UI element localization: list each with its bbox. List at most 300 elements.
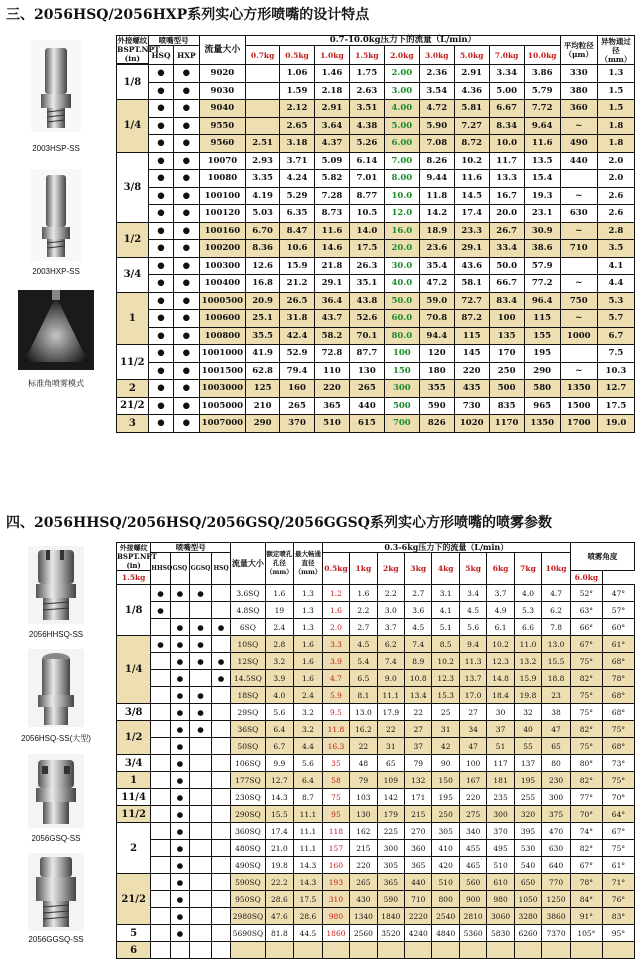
- param-value: 4.5: [405, 619, 432, 636]
- model-dot: [190, 908, 212, 925]
- model-dot: ●: [151, 602, 170, 619]
- flow-size-cell: 100200: [199, 240, 246, 258]
- flow-value: 47.2: [419, 275, 454, 293]
- param-value: 1.6: [350, 585, 377, 602]
- flow-value: 435: [454, 380, 489, 398]
- param-value: 6.4: [294, 772, 323, 789]
- table-row: [117, 908, 635, 925]
- param-value: 16.2: [350, 721, 377, 738]
- flow-value: 15.4: [524, 170, 560, 188]
- param-value: 1.3: [294, 602, 323, 619]
- model-dot: [190, 738, 212, 755]
- flow-value: 58.1: [454, 275, 489, 293]
- table-row: [117, 653, 635, 670]
- flow-value: 440: [349, 397, 384, 415]
- param-value: 5830: [487, 925, 514, 942]
- table-row: [117, 840, 635, 857]
- angle-value: 67°: [570, 857, 602, 874]
- passage-cell: 17.5: [597, 397, 634, 415]
- flow-value: 80.0: [384, 327, 419, 345]
- param-value: 48: [350, 755, 377, 772]
- design-features-table: [116, 35, 635, 433]
- param-value: 150: [432, 772, 459, 789]
- table-row: [117, 100, 635, 118]
- hxp-dot: ●: [174, 257, 199, 275]
- passage-cell: 1.3: [597, 65, 634, 83]
- angle-value: 71°: [602, 874, 634, 891]
- param-value: 18.8: [542, 670, 571, 687]
- param-value: 11.1: [377, 687, 404, 704]
- param-value: 360: [405, 840, 432, 857]
- header-flow-group: 0.7-10.0kg压力下的流量（L/min）: [246, 36, 561, 46]
- flow-value: 1350: [524, 415, 560, 433]
- param-value: 142: [377, 789, 404, 806]
- flow-value: 50.0: [489, 257, 524, 275]
- param-value: 10.2: [432, 653, 459, 670]
- thread-cell: 1/2: [117, 222, 149, 257]
- model-dot: ●: [190, 636, 212, 653]
- param-value: 17.5: [294, 891, 323, 908]
- param-value: 3.2: [294, 721, 323, 738]
- param-value: [265, 942, 294, 959]
- param-value: 12.3: [487, 653, 514, 670]
- param-value: 81.8: [265, 925, 294, 942]
- flow-value: 145: [454, 345, 489, 363]
- param-value: 2.8: [265, 636, 294, 653]
- param-value: 100: [459, 755, 486, 772]
- flow-value: 300: [384, 380, 419, 398]
- flow-value: 10.2: [454, 152, 489, 170]
- avg-particle-cell: 710: [560, 240, 597, 258]
- flow-value: 10.6: [280, 240, 315, 258]
- flow-value: 5.81: [454, 100, 489, 118]
- angle-value: 75°: [602, 721, 634, 738]
- flow-value: 59.0: [419, 292, 454, 310]
- param-value: 19.8: [514, 687, 541, 704]
- param-value: 30: [487, 704, 514, 721]
- model-dot: ●: [170, 823, 189, 840]
- param-value: 510: [487, 857, 514, 874]
- flow-value: 3.71: [280, 152, 315, 170]
- param-value: 11.8: [322, 721, 349, 738]
- param-value: 28.6: [294, 908, 323, 925]
- nozzle-image-column-1: [2, 40, 110, 389]
- avg-particle-cell: 1700: [560, 415, 597, 433]
- angle-value: 70°: [602, 789, 634, 806]
- param-value: 630: [542, 840, 571, 857]
- flow-value: 2.93: [246, 152, 280, 170]
- header-hxp: HXP: [174, 46, 199, 65]
- angle-value: 75°: [570, 738, 602, 755]
- model-dot: [211, 636, 230, 653]
- passage-cell: 2.6: [597, 205, 634, 223]
- flow-value: 7.00: [384, 152, 419, 170]
- flow-value: 180: [419, 362, 454, 380]
- avg-particle-cell: ~: [560, 117, 597, 135]
- flow-value: 18.9: [419, 222, 454, 240]
- flow-value: 3.54: [419, 82, 454, 100]
- flow-value: 10.0: [489, 135, 524, 153]
- param-value: 11.1: [294, 806, 323, 823]
- param-value: 6.6: [514, 619, 541, 636]
- flow-value: 72.8: [314, 345, 349, 363]
- passage-cell: 5.7: [597, 310, 634, 328]
- model-dot: [190, 823, 212, 840]
- flow-value: 23.3: [454, 222, 489, 240]
- header-model: 喷嘴型号: [148, 36, 199, 46]
- param-value: 215: [405, 806, 432, 823]
- param-value: 11.1: [294, 840, 323, 857]
- flow-value: 29.1: [454, 240, 489, 258]
- param-value: 7.4: [405, 636, 432, 653]
- hsq-dot: ●: [148, 82, 173, 100]
- param-value: 2220: [405, 908, 432, 925]
- avg-particle-cell: 1350: [560, 380, 597, 398]
- flow-value: 8.26: [419, 152, 454, 170]
- table-row: [117, 205, 635, 223]
- flow-value: 43.8: [349, 292, 384, 310]
- param-value: 118: [322, 823, 349, 840]
- flow-value: 26.7: [489, 222, 524, 240]
- flow-size-cell: 9030: [199, 82, 246, 100]
- param-value: 8.9: [405, 653, 432, 670]
- param-value: 300: [377, 840, 404, 857]
- avg-particle-cell: ~: [560, 362, 597, 380]
- avg-particle-cell: [560, 257, 597, 275]
- flow-value: 30.9: [524, 222, 560, 240]
- nozzle-2056ggsq-image: [28, 853, 84, 931]
- flow-size-cell: 9550: [199, 117, 246, 135]
- thread-cell: 5: [117, 925, 151, 942]
- flow-value: 23.6: [419, 240, 454, 258]
- param-value: 530: [514, 840, 541, 857]
- param-value: 12.7: [265, 772, 294, 789]
- flow-value: 20.0: [384, 240, 419, 258]
- flow-value: 365: [314, 397, 349, 415]
- flow-value: 355: [419, 380, 454, 398]
- flow-value: 38.6: [524, 240, 560, 258]
- flow-value: [246, 117, 280, 135]
- thread-cell: 1/2: [117, 721, 151, 755]
- nozzle-caption: 2003HSP-SS: [32, 144, 80, 153]
- flow-size-cell: 10SQ: [231, 636, 265, 653]
- flow-size-cell: 9040: [199, 100, 246, 118]
- flow-value: 7.28: [314, 187, 349, 205]
- model-dot: [211, 585, 230, 602]
- thread-cell: 21/2: [117, 397, 149, 415]
- param-value: 4.4: [294, 738, 323, 755]
- flow-size-cell: 100160: [199, 222, 246, 240]
- flow-value: 33.4: [489, 240, 524, 258]
- param-value: 8.1: [350, 687, 377, 704]
- model-dot: ●: [211, 653, 230, 670]
- param-value: 4.9: [487, 602, 514, 619]
- hsq-dot: ●: [148, 397, 173, 415]
- param-value: 590: [377, 891, 404, 908]
- angle-value: 67°: [602, 823, 634, 840]
- model-dot: [190, 772, 212, 789]
- param-value: 230: [542, 772, 571, 789]
- param-value: 11.1: [294, 823, 323, 840]
- flow-value: 35.1: [349, 275, 384, 293]
- flow-value: 3.86: [524, 65, 560, 83]
- nozzle-image-column-2: [2, 546, 110, 944]
- header-type: GSQ: [170, 553, 189, 585]
- flow-value: 35.5: [246, 327, 280, 345]
- param-value: 255: [514, 789, 541, 806]
- param-value: 2.0: [322, 619, 349, 636]
- param-value: 1.6: [265, 585, 294, 602]
- flow-value: 700: [384, 415, 419, 433]
- flow-value: 115: [454, 327, 489, 345]
- table-row: [117, 82, 635, 100]
- passage-cell: 2.0: [597, 170, 634, 188]
- model-dot: [211, 738, 230, 755]
- param-value: 980: [322, 908, 349, 925]
- flow-value: 130: [349, 362, 384, 380]
- param-value: 32: [514, 704, 541, 721]
- model-dot: [211, 772, 230, 789]
- flow-size-cell: 290SQ: [231, 806, 265, 823]
- param-value: 9.9: [265, 755, 294, 772]
- param-value: 13.0: [542, 636, 571, 653]
- angle-value: 66°: [570, 619, 602, 636]
- avg-particle-cell: 750: [560, 292, 597, 310]
- param-value: 7.8: [542, 619, 571, 636]
- param-value: 9.5: [322, 704, 349, 721]
- flow-value: 1.46: [314, 65, 349, 83]
- model-dot: ●: [170, 721, 189, 738]
- hsq-dot: ●: [148, 310, 173, 328]
- param-value: 3.6: [405, 602, 432, 619]
- flow-value: 8.73: [314, 205, 349, 223]
- param-value: [294, 942, 323, 959]
- hsq-dot: ●: [148, 187, 173, 205]
- flow-size-cell: 100800: [199, 327, 246, 345]
- flow-value: 195: [524, 345, 560, 363]
- thread-cell: 1/4: [117, 100, 149, 153]
- flow-value: 250: [489, 362, 524, 380]
- header-orifice: 额定喷孔孔径 （mm）: [265, 543, 294, 585]
- nozzle-2003hsp-image: [31, 40, 81, 132]
- model-dot: [151, 789, 170, 806]
- param-value: 27: [459, 704, 486, 721]
- param-value: 47.6: [265, 908, 294, 925]
- angle-value: 64°: [602, 806, 634, 823]
- flow-value: 5.90: [419, 117, 454, 135]
- model-dot: [151, 908, 170, 925]
- angle-value: 75°: [570, 704, 602, 721]
- hsq-dot: ●: [148, 257, 173, 275]
- header-pressure: 2.0kg: [384, 46, 419, 65]
- flow-value: 83.4: [489, 292, 524, 310]
- flow-value: 590: [419, 397, 454, 415]
- flow-value: 2.51: [246, 135, 280, 153]
- param-value: 3860: [542, 908, 571, 925]
- header-pressure: 0.7kg: [246, 46, 280, 65]
- param-value: 3060: [487, 908, 514, 925]
- flow-size-cell: 3.6SQ: [231, 585, 265, 602]
- flow-value: 2.18: [314, 82, 349, 100]
- param-value: 8.5: [432, 636, 459, 653]
- model-dot: ●: [211, 670, 230, 687]
- param-value: 3520: [377, 925, 404, 942]
- flow-size-cell: 1007000: [199, 415, 246, 433]
- nozzle-caption: 2003HXP-SS: [32, 267, 80, 276]
- param-value: 5.6: [265, 704, 294, 721]
- flow-value: [246, 65, 280, 83]
- header-pressure: 6kg: [487, 553, 514, 585]
- param-value: 4840: [432, 925, 459, 942]
- flow-value: 50.0: [384, 292, 419, 310]
- table-row: [117, 135, 635, 153]
- flow-value: 4.38: [349, 117, 384, 135]
- flow-value: 5.00: [489, 82, 524, 100]
- flow-size-cell: 177SQ: [231, 772, 265, 789]
- flow-value: 6.00: [384, 135, 419, 153]
- flow-value: 160: [280, 380, 315, 398]
- angle-value: 68°: [602, 687, 634, 704]
- flow-value: 3.18: [280, 135, 315, 153]
- model-dot: [211, 687, 230, 704]
- angle-value: 78°: [570, 874, 602, 891]
- table-row: [117, 117, 635, 135]
- param-value: 5.6: [294, 755, 323, 772]
- flow-value: 19.3: [524, 187, 560, 205]
- model-dot: ●: [170, 687, 189, 704]
- param-value: 310: [322, 891, 349, 908]
- model-dot: ●: [170, 653, 189, 670]
- flow-value: 11.6: [454, 170, 489, 188]
- model-dot: [190, 806, 212, 823]
- table-row: [117, 362, 635, 380]
- table-row: [117, 310, 635, 328]
- flow-size-cell: 50SQ: [231, 738, 265, 755]
- flow-value: 8.77: [349, 187, 384, 205]
- model-dot: ●: [190, 687, 212, 704]
- param-value: 65: [377, 755, 404, 772]
- param-value: 900: [459, 891, 486, 908]
- param-value: 6.1: [487, 619, 514, 636]
- flow-size-cell: 10070: [199, 152, 246, 170]
- flow-value: 14.2: [419, 205, 454, 223]
- flow-value: 87.2: [454, 310, 489, 328]
- flow-size-cell: 590SQ: [231, 874, 265, 891]
- flow-value: 5.03: [246, 205, 280, 223]
- param-value: [350, 942, 377, 959]
- header-pressure: 0.5kg: [322, 553, 349, 585]
- angle-value: 63°: [570, 602, 602, 619]
- flow-value: 7.72: [524, 100, 560, 118]
- param-value: 1.3: [294, 585, 323, 602]
- param-value: 3.1: [432, 585, 459, 602]
- param-value: 4.0: [514, 585, 541, 602]
- param-value: 44.5: [294, 925, 323, 942]
- param-value: 8.7: [294, 789, 323, 806]
- table-row: [117, 380, 635, 398]
- passage-cell: 2.8: [597, 222, 634, 240]
- param-value: 47: [542, 721, 571, 738]
- thread-cell: 11/4: [117, 789, 151, 806]
- param-value: 375: [542, 806, 571, 823]
- model-dot: [211, 908, 230, 925]
- flow-value: 2.91: [314, 100, 349, 118]
- param-value: 3.2: [294, 704, 323, 721]
- header-type: GGSQ: [190, 553, 212, 585]
- flow-value: 8.36: [246, 240, 280, 258]
- flow-value: 96.4: [524, 292, 560, 310]
- param-value: 3.3: [322, 636, 349, 653]
- flow-value: 94.4: [419, 327, 454, 345]
- model-dot: [190, 857, 212, 874]
- table-row: [117, 806, 635, 823]
- flow-value: 1.59: [280, 82, 315, 100]
- param-value: 6260: [514, 925, 541, 942]
- param-value: 250: [432, 806, 459, 823]
- flow-value: 29.1: [314, 275, 349, 293]
- header-pressure: 10kg: [542, 553, 571, 585]
- model-dot: [151, 687, 170, 704]
- flow-value: 11.7: [489, 152, 524, 170]
- flow-value: 265: [349, 380, 384, 398]
- param-value: 80: [542, 755, 571, 772]
- model-dot: ●: [170, 908, 189, 925]
- flow-value: 8.00: [384, 170, 419, 188]
- angle-value: 75°: [570, 687, 602, 704]
- hsq-dot: ●: [148, 100, 173, 118]
- flow-value: 1.06: [280, 65, 315, 83]
- model-dot: ●: [170, 891, 189, 908]
- param-value: 90: [432, 755, 459, 772]
- flow-value: 510: [314, 415, 349, 433]
- flow-size-cell: 6SQ: [231, 619, 265, 636]
- passage-cell: 7.5: [597, 345, 634, 363]
- table-row: [117, 789, 635, 806]
- hsq-dot: ●: [148, 205, 173, 223]
- param-value: 11.0: [514, 636, 541, 653]
- model-dot: [170, 602, 189, 619]
- flow-size-cell: 14.5SQ: [231, 670, 265, 687]
- hxp-dot: ●: [174, 310, 199, 328]
- angle-value: 95°: [602, 925, 634, 942]
- model-dot: [190, 755, 212, 772]
- passage-cell: 19.0: [597, 415, 634, 433]
- param-value: 5.9: [322, 687, 349, 704]
- param-value: 15.5: [265, 806, 294, 823]
- flow-value: 100: [489, 310, 524, 328]
- avg-particle-cell: 1500: [560, 397, 597, 415]
- flow-value: 4.00: [384, 100, 419, 118]
- header-pressure: 1.5kg: [349, 46, 384, 65]
- param-value: 22.2: [265, 874, 294, 891]
- angle-value: 57°: [602, 602, 634, 619]
- angle-value: 76°: [602, 891, 634, 908]
- flow-value: 826: [419, 415, 454, 433]
- param-value: 109: [377, 772, 404, 789]
- table-row: [117, 240, 635, 258]
- param-value: 171: [405, 789, 432, 806]
- flow-size-cell: 2980SQ: [231, 908, 265, 925]
- param-value: 10.2: [487, 636, 514, 653]
- model-dot: [211, 925, 230, 942]
- param-value: 6.2: [377, 636, 404, 653]
- model-dot: [151, 857, 170, 874]
- param-value: 3.4: [459, 585, 486, 602]
- param-value: 410: [432, 840, 459, 857]
- hxp-dot: ●: [174, 362, 199, 380]
- angle-value: [602, 942, 634, 959]
- flow-value: 3.51: [349, 100, 384, 118]
